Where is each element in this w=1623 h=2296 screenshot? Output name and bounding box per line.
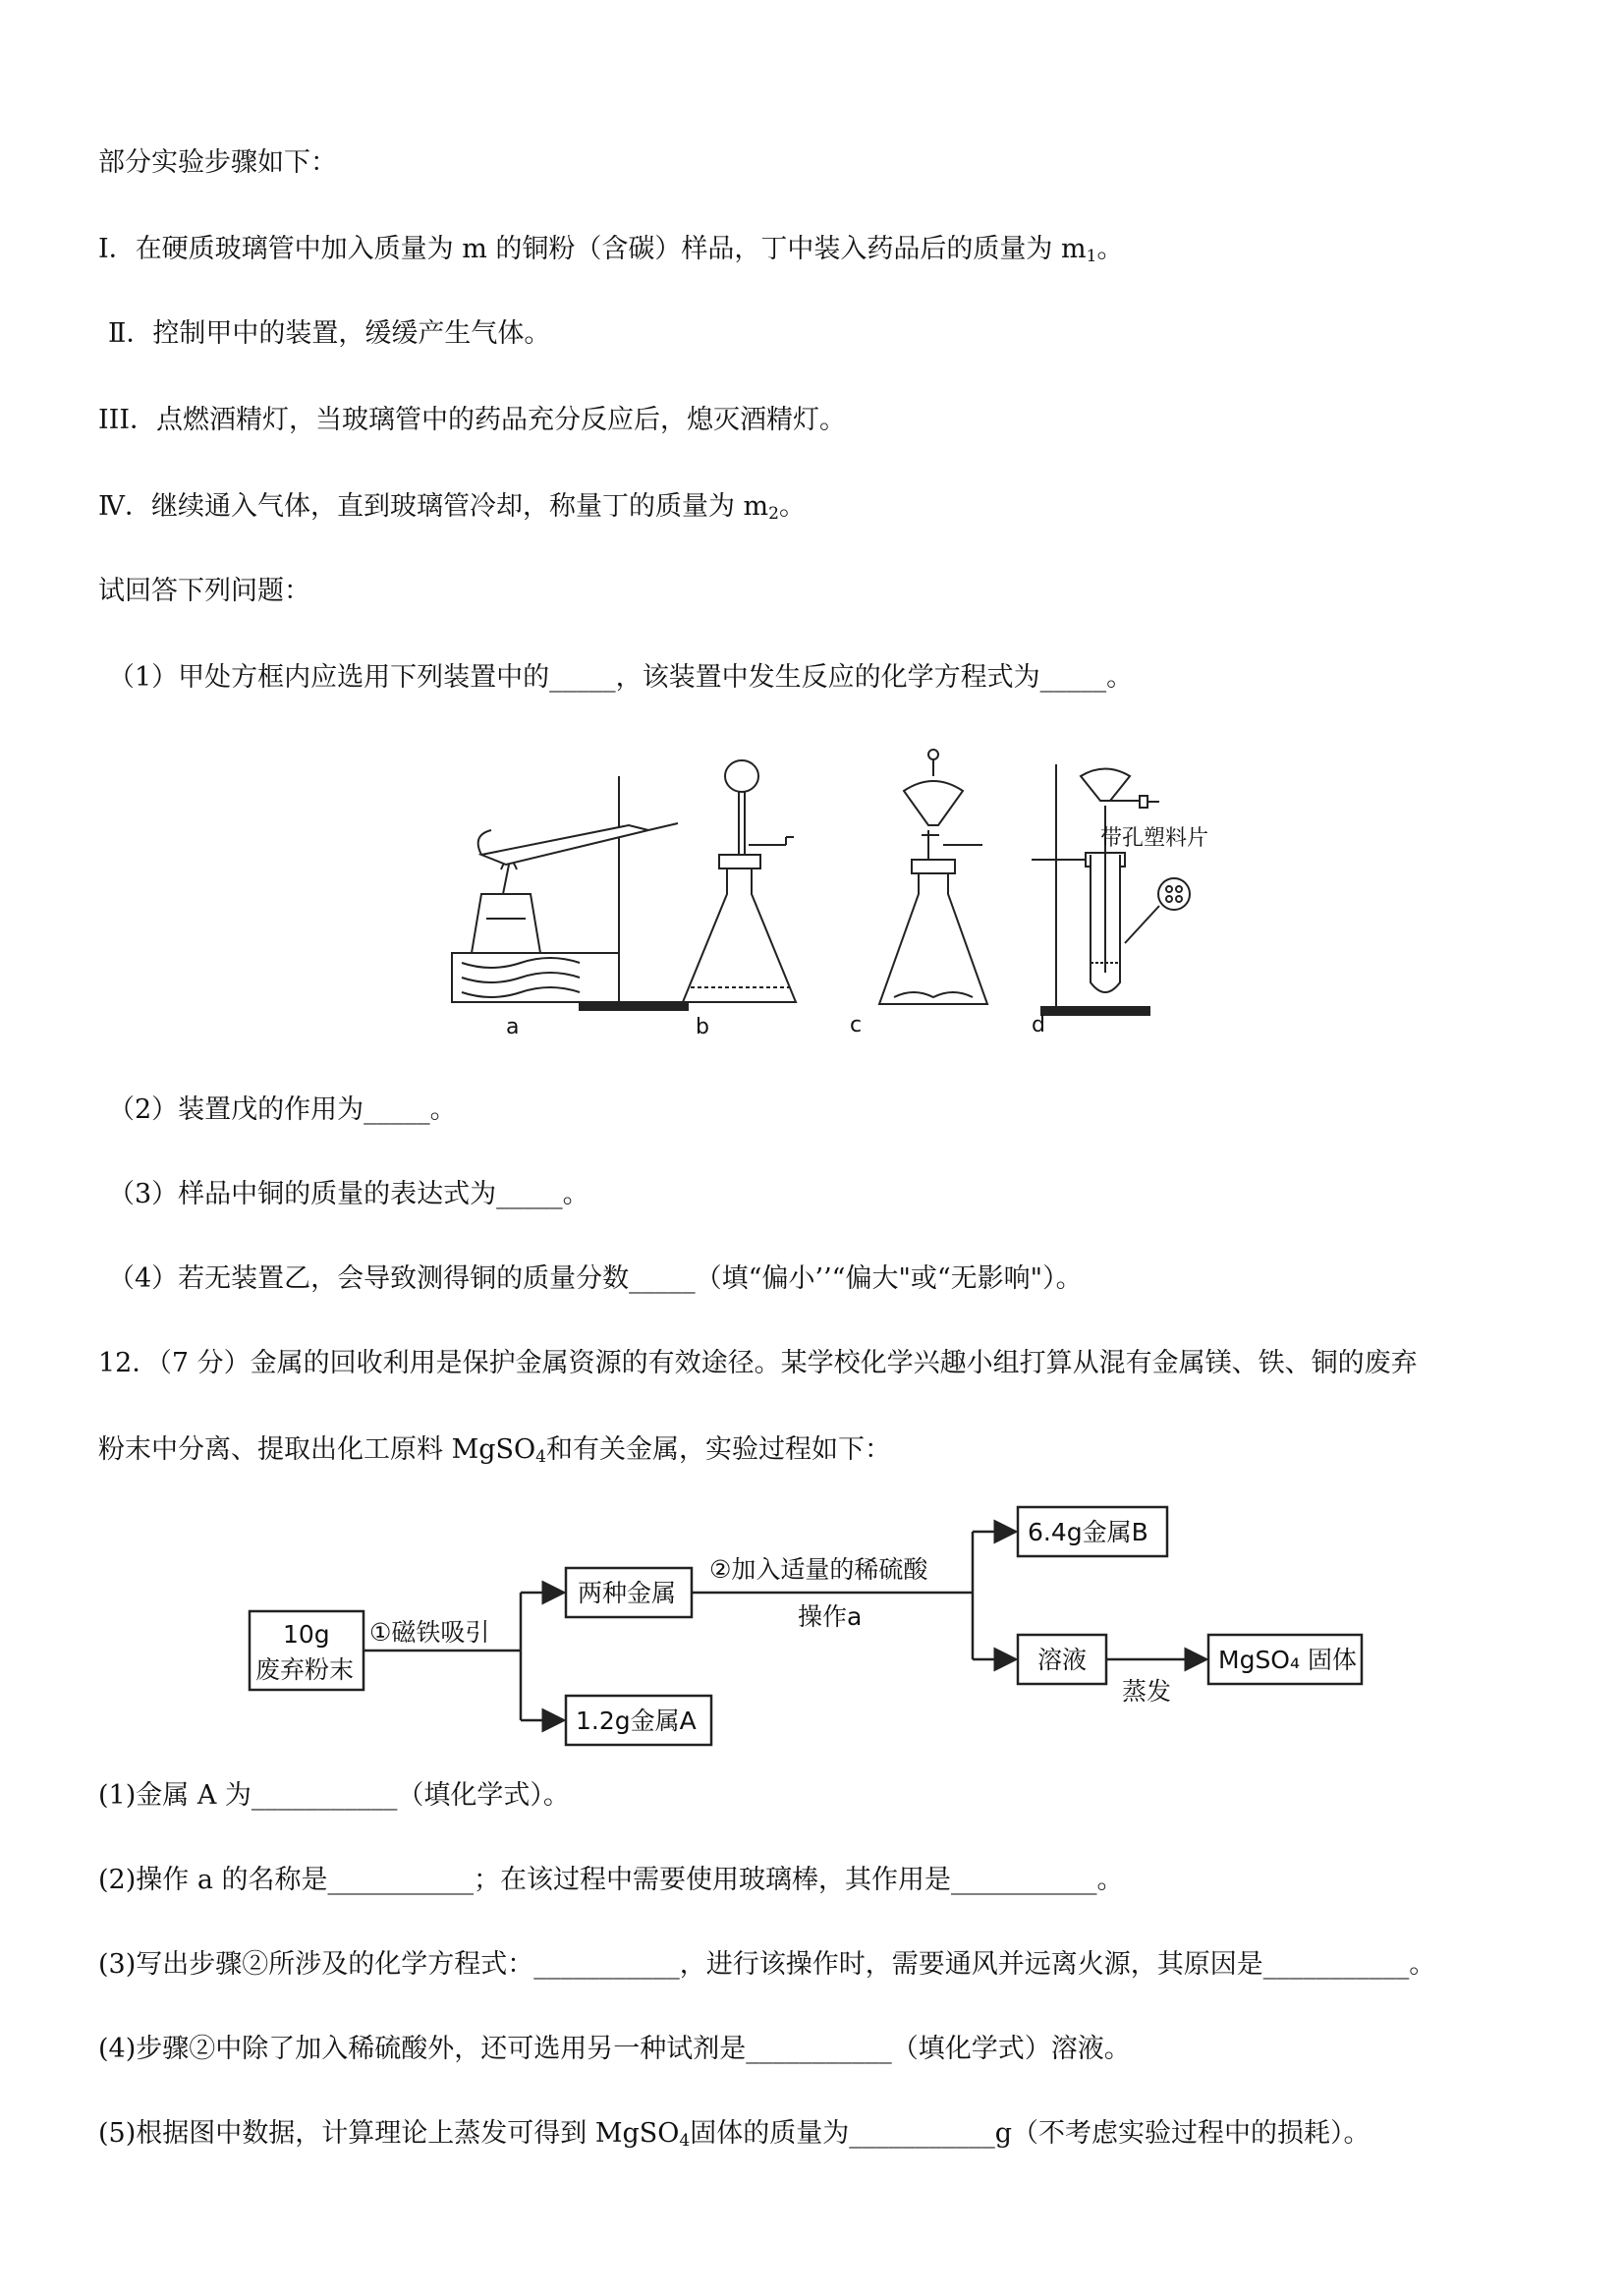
flow-solution: 溶液	[1037, 1646, 1088, 1674]
process-flowchart	[236, 1493, 1405, 1749]
apparatus-figure	[432, 747, 1218, 1041]
apparatus-b	[683, 760, 796, 1002]
line-step-4: Ⅳ．继续通入气体，直到玻璃管冷却，称量丁的质量为 $m_2$。	[98, 491, 806, 524]
flow-operation: 操作a	[798, 1602, 863, 1631]
line-question-2: （2）装置戊的作用为_____。	[108, 1094, 457, 1125]
apparatus-callout: 带孔塑料片	[1100, 826, 1209, 851]
apparatus-label-a: a	[506, 1015, 520, 1039]
flow-step-2: ②加入适量的稀硫酸	[709, 1555, 928, 1584]
line-problem-12-b: 粉末中分离、提取出化工原料 MgSO$_4$和有关金属，实验过程如下：	[98, 1434, 891, 1467]
line-steps-intro: 部分实验步骤如下：	[98, 147, 337, 178]
flow-two-metals: 两种金属	[578, 1579, 677, 1607]
line-step-1: I．在硬质玻璃管中加入质量为 m 的铜粉（含碳）样品，丁中装入药品后的质量为 $m_1$。	[98, 234, 1124, 266]
line-question-3: （3）样品中铜的质量的表达式为_____。	[108, 1179, 589, 1209]
flow-start-top: 10g	[283, 1620, 330, 1649]
apparatus-label-c: c	[850, 1013, 863, 1037]
apparatus-d	[1032, 764, 1190, 1015]
line-step-3: III．点燃酒精灯，当玻璃管中的药品充分反应后，熄灭酒精灯。	[98, 405, 846, 435]
apparatus-a	[452, 776, 688, 1010]
line-sub-question-3: (3)写出步骤②所涉及的化学方程式：___________，进行该操作时，需要通风并远离火源，其原因是___________。	[98, 1949, 1436, 1980]
line-question-4: （4）若无装置乙，会导致测得铜的质量分数_____（填“偏小’’“偏大"或“无影响"）。	[108, 1263, 1083, 1294]
flow-evaporate: 蒸发	[1122, 1677, 1172, 1706]
apparatus-label-d: d	[1032, 1013, 1045, 1037]
apparatus-c	[879, 750, 987, 1004]
line-sub-question-1: (1)金属 A 为___________（填化学式）。	[98, 1780, 570, 1811]
line-step-2: Ⅱ．控制甲中的装置，缓缓产生气体。	[108, 318, 551, 349]
line-answer-intro: 试回答下列问题：	[98, 576, 310, 606]
line-question-1: （1）甲处方框内应选用下列装置中的_____，该装置中发生反应的化学方程式为_____。	[108, 662, 1134, 693]
flow-metal-b: 6.4g金属B	[1028, 1518, 1148, 1546]
line-sub-question-5: (5)根据图中数据，计算理论上蒸发可得到 MgSO$_4$固体的质量为___________g（不考虑实验过程中的损耗）。	[98, 2118, 1371, 2151]
flow-start-bottom: 废弃粉末	[255, 1655, 355, 1684]
apparatus-label-b: b	[696, 1015, 709, 1039]
flow-step-1: ①磁铁吸引	[369, 1618, 490, 1647]
line-sub-question-2: (2)操作 a 的名称是___________；在该过程中需要使用玻璃棒，其作用是___________。	[98, 1865, 1124, 1895]
line-problem-12-a: 12．（7 分）金属的回收利用是保护金属资源的有效途径。某学校化学兴趣小组打算从混有金属镁、铁、铜的废弃	[98, 1348, 1418, 1378]
line-sub-question-4: (4)步骤②中除了加入稀硫酸外，还可选用另一种试剂是___________（填化学式）溶液。	[98, 2034, 1131, 2064]
flow-product: MgSO₄ 固体	[1218, 1646, 1357, 1674]
flow-metal-a: 1.2g金属A	[576, 1707, 697, 1735]
